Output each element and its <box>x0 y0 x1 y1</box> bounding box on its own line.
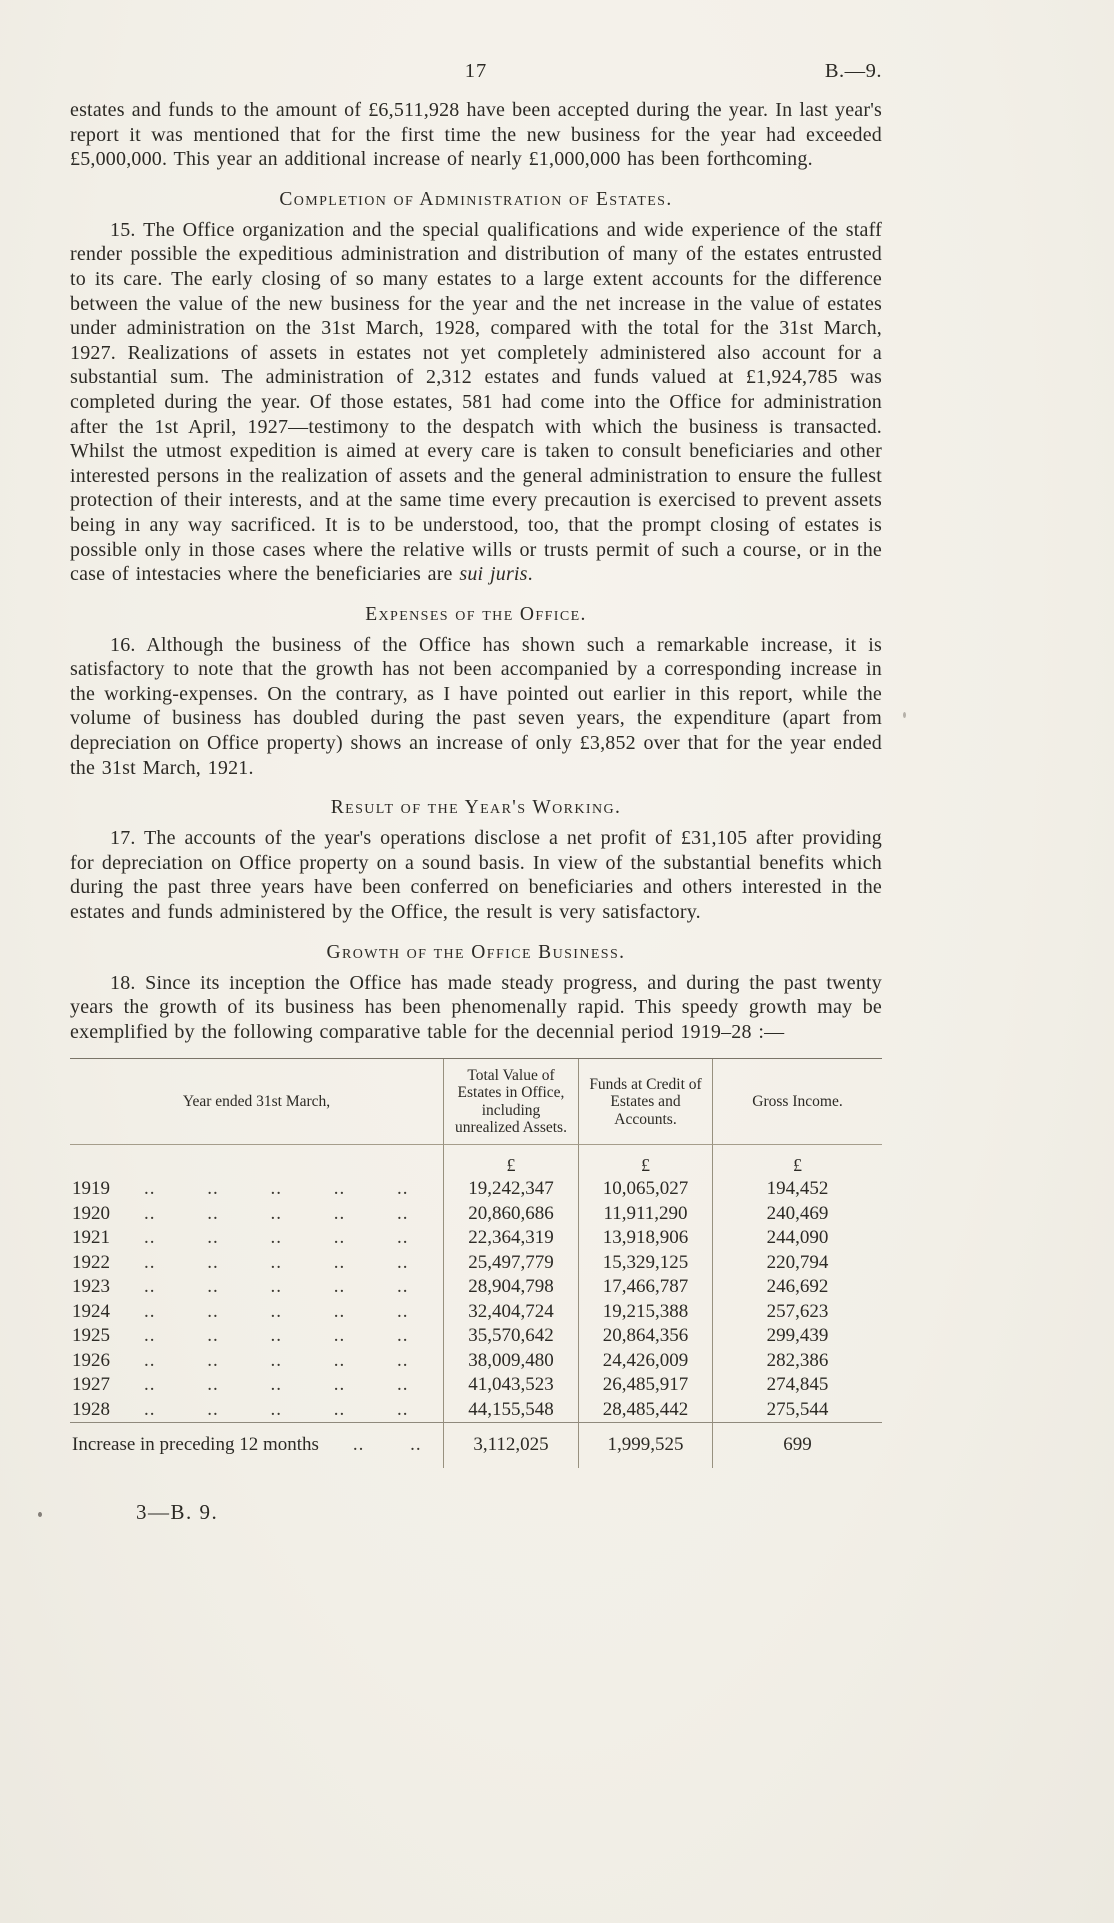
table-currency-row <box>70 1145 882 1177</box>
value-funds: 19,215,388 <box>578 1300 712 1325</box>
leader-dots: .. .. .. .. .. <box>144 1374 409 1396</box>
section-heading-growth: Growth of the Office Business. <box>326 941 626 963</box>
table-row <box>70 1398 882 1423</box>
currency-spacer <box>70 1145 443 1177</box>
year-cell <box>70 1324 443 1349</box>
printer-signature: 3—B. 9. <box>136 1500 219 1525</box>
leader-dots: .. .. .. .. .. <box>144 1276 409 1298</box>
increase-label-cell <box>70 1422 443 1468</box>
value-total: 22,364,319 <box>443 1226 578 1251</box>
paragraph-15-text: 15. The Office organization and the special qualifications and wide experience of the staff render possible the expeditious administration and distribution of many of the estates entrusted to its care. The early closing of so many estates to a large extent accounts for the difference between the value of the new business for the year and the net increase in the value of estates under administration on the 31st March, 1928, compared with the total for the 31st March, 1927. Realizations of assets in estates not yet completely administered also account for a substantial sum. The administration of 2,312 estates and funds valued at £1,924,785 was completed during the year. Of those estates, 581 had come into the Office for administration after the 1st April, 1927—testimony to the despatch with which the business is transacted. Whilst the utmost expedition is aimed at every care is taken to consult beneficiaries and other interested persons in the realization of assets and the general administration to ensure the fullest protection of their interests, and at the same time every precaution is exercised to prevent assets being in any way sacrificed. It is to be understood, too, that the prompt closing of estates is possible only in those cases where the relative wills or trusts permit of such a course, or in the case of intestacies where the beneficiaries are <box>70 218 882 586</box>
value-income: 244,090 <box>712 1226 882 1251</box>
table-row <box>70 1349 882 1374</box>
scan-speck <box>903 712 906 718</box>
value-funds: 26,485,917 <box>578 1373 712 1398</box>
year-cell <box>70 1202 443 1227</box>
year-label: 1927 <box>72 1374 110 1396</box>
paragraph-15 <box>70 218 882 587</box>
value-funds: 20,864,356 <box>578 1324 712 1349</box>
leader-dots: .. .. .. .. .. <box>144 1251 409 1273</box>
paragraph-15-end: . <box>527 563 533 586</box>
currency-symbol: £ <box>578 1145 712 1177</box>
scan-speck <box>38 1512 42 1517</box>
value-funds: 15,329,125 <box>578 1251 712 1276</box>
value-total: 28,904,798 <box>443 1275 578 1300</box>
year-label: 1923 <box>72 1276 110 1298</box>
value-income: 246,692 <box>712 1275 882 1300</box>
year-cell <box>70 1398 443 1423</box>
year-label: 1928 <box>72 1398 110 1420</box>
table-row <box>70 1324 882 1349</box>
value-funds: 24,426,009 <box>578 1349 712 1374</box>
table-row <box>70 1177 882 1202</box>
page-number: 17 <box>464 60 488 82</box>
value-funds: 11,911,290 <box>578 1202 712 1227</box>
leader-dots: .. .. <box>352 1434 422 1456</box>
year-cell <box>70 1300 443 1325</box>
doc-reference: B.—9. <box>824 60 882 82</box>
page-header <box>70 60 882 83</box>
year-label: 1921 <box>72 1227 110 1249</box>
value-income: 274,845 <box>712 1373 882 1398</box>
table-header-total-value: Total Value of Estates in Office, including unrealized Assets. <box>443 1059 578 1145</box>
value-income: 240,469 <box>712 1202 882 1227</box>
leader-dots: .. .. .. .. .. <box>144 1227 409 1249</box>
table-header-row <box>70 1059 882 1145</box>
year-cell <box>70 1349 443 1374</box>
table-footer-row <box>70 1422 882 1468</box>
leader-dots: .. .. .. .. .. <box>144 1325 409 1347</box>
page-content <box>70 0 882 1525</box>
value-total: 19,242,347 <box>443 1177 578 1202</box>
intro-paragraph: estates and funds to the amount of £6,511,928 have been accepted during the year. In last year's report it was mentioned that for the first time the new business for the year had exceeded £5,000,000. This year an additional increase of nearly £1,000,000 has been forthcoming. <box>70 99 882 171</box>
paragraph-18: 18. Since its inception the Office has made steady progress, and during the past twenty years the growth of its business has been phenomenally rapid. This speedy growth may be exemplified by the following comparative table for the decennial period 1919–28 :— <box>70 971 882 1043</box>
table-row <box>70 1373 882 1398</box>
value-funds: 28,485,442 <box>578 1398 712 1423</box>
value-total: 32,404,724 <box>443 1300 578 1325</box>
leader-dots: .. .. .. .. .. <box>144 1300 409 1322</box>
paragraph-16: 16. Although the business of the Office has shown such a remarkable increase, it is satisfactory to note that the growth has not been accompanied by a corresponding increase in the working-expenses. On the contrary, as I have pointed out earlier in this report, while the volume of business has doubled during the past seven years, the expenditure (apart from depreciation on Office property) shows an increase of only £3,852 over that for the year ended the 31st March, 1921. <box>70 633 882 779</box>
year-label: 1919 <box>72 1178 110 1200</box>
year-label: 1922 <box>72 1251 110 1273</box>
value-income: 257,623 <box>712 1300 882 1325</box>
value-total: 44,155,548 <box>443 1398 578 1423</box>
leader-dots: .. .. .. .. .. <box>144 1178 409 1200</box>
section-heading-completion: Completion of Administration of Estates. <box>279 188 673 210</box>
table-row <box>70 1202 882 1227</box>
year-cell <box>70 1275 443 1300</box>
value-funds: 17,466,787 <box>578 1275 712 1300</box>
growth-comparative-table <box>70 1058 882 1468</box>
table-row <box>70 1300 882 1325</box>
table-row <box>70 1226 882 1251</box>
increase-funds: 1,999,525 <box>578 1422 712 1468</box>
value-total: 25,497,779 <box>443 1251 578 1276</box>
paragraph-17: 17. The accounts of the year's operations disclose a net profit of £31,105 after providing for depreciation on Office property on a sound basis. In view of the substantial benefits which during the past three years have been conferred on beneficiaries and others interested in the estates and funds administered by the Office, the result is very satisfactory. <box>70 827 882 924</box>
year-label: 1925 <box>72 1325 110 1347</box>
table-header-funds: Funds at Credit of Estates and Accounts. <box>578 1059 712 1145</box>
table-row <box>70 1275 882 1300</box>
value-income: 282,386 <box>712 1349 882 1374</box>
increase-total: 3,112,025 <box>443 1422 578 1468</box>
section-heading-result: Result of the Year's Working. <box>330 797 622 819</box>
table-header-year: Year ended 31st March, <box>70 1059 443 1145</box>
value-total: 38,009,480 <box>443 1349 578 1374</box>
increase-label: Increase in preceding 12 months <box>72 1434 319 1456</box>
leader-dots: .. .. .. .. .. <box>144 1398 409 1420</box>
value-total: 35,570,642 <box>443 1324 578 1349</box>
latin-phrase-sui-juris: sui juris <box>459 563 528 586</box>
leader-dots: .. .. .. .. .. <box>144 1349 409 1371</box>
year-label: 1920 <box>72 1202 110 1224</box>
value-income: 220,794 <box>712 1251 882 1276</box>
year-cell <box>70 1226 443 1251</box>
value-income: 275,544 <box>712 1398 882 1423</box>
value-income: 299,439 <box>712 1324 882 1349</box>
value-total: 20,860,686 <box>443 1202 578 1227</box>
currency-symbol: £ <box>712 1145 882 1177</box>
leader-dots: .. .. .. .. .. <box>144 1202 409 1224</box>
year-cell <box>70 1251 443 1276</box>
table-header-gross-income: Gross Income. <box>712 1059 882 1145</box>
section-heading-expenses: Expenses of the Office. <box>365 603 587 625</box>
value-funds: 13,918,906 <box>578 1226 712 1251</box>
year-cell <box>70 1373 443 1398</box>
currency-symbol: £ <box>443 1145 578 1177</box>
value-income: 194,452 <box>712 1177 882 1202</box>
year-label: 1924 <box>72 1300 110 1322</box>
value-total: 41,043,523 <box>443 1373 578 1398</box>
year-cell <box>70 1177 443 1202</box>
table-row <box>70 1251 882 1276</box>
value-funds: 10,065,027 <box>578 1177 712 1202</box>
year-label: 1926 <box>72 1349 110 1371</box>
increase-income: 699 <box>712 1422 882 1468</box>
